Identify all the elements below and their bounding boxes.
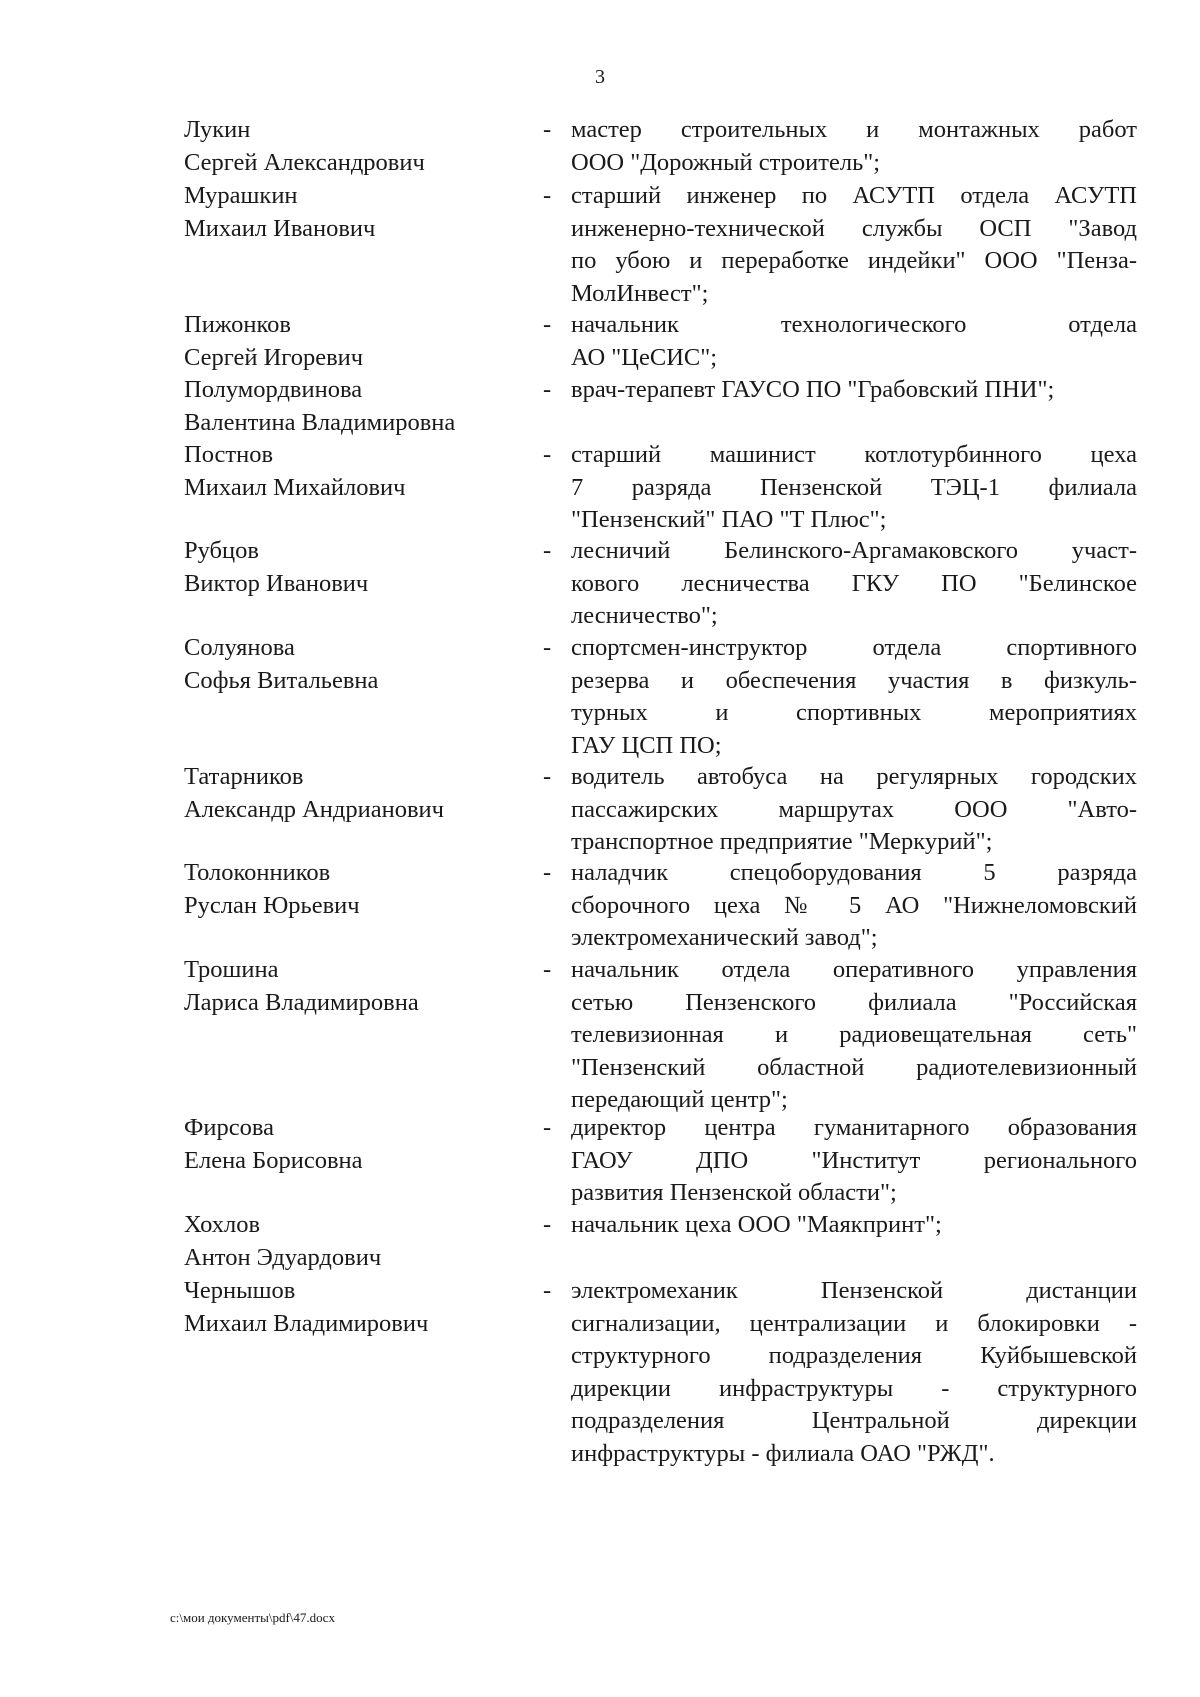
description-line: транспортное предприятие "Меркурий"; [571, 828, 993, 855]
surname: Полумордвинова [184, 376, 363, 403]
description-line: инженерно-технической службы ОСП "Завод [571, 214, 1137, 242]
description-line: АО "ЦеСИС"; [571, 343, 718, 371]
surname: Хохлов [184, 1211, 261, 1238]
description-line: водитель автобуса на регулярных городских [571, 763, 1137, 790]
description-line: кового лесничества ГКУ ПО "Белинское [571, 569, 1137, 597]
description-line: старший инженер по АСУТП отдела АСУТП [571, 182, 1137, 209]
position-description [571, 1112, 1137, 1210]
position-description [571, 374, 1137, 407]
description-line: турных и спортивных мероприятиях [571, 699, 1137, 726]
list-item [0, 1275, 1200, 1467]
position-description [571, 954, 1137, 1117]
list-item [0, 857, 1200, 951]
person-name [184, 1209, 524, 1274]
surname: Лукин [184, 116, 251, 143]
list-item [0, 439, 1200, 533]
dash-separator: - [543, 956, 552, 983]
description-line: сигнализации, централизации и блокировки - [571, 1309, 1137, 1337]
position-description [571, 535, 1137, 633]
description-line: лесничество"; [571, 602, 718, 629]
surname: Рубцов [184, 537, 259, 564]
given-names: Виктор Иванович [184, 569, 369, 597]
person-name [184, 1275, 524, 1340]
dash-separator: - [543, 634, 552, 661]
description-line: передающий центр"; [571, 1086, 788, 1113]
description-line: структурного подразделения Куйбышевской [571, 1342, 1137, 1369]
list-item [0, 1209, 1200, 1274]
list-item [0, 632, 1200, 759]
person-name [184, 535, 524, 600]
description-line: начальник технологического отдела [571, 311, 1137, 338]
dash-separator: - [543, 311, 552, 338]
dash-separator: - [543, 859, 552, 886]
person-name [184, 180, 524, 245]
description-line: резерва и обеспечения участия в физкуль- [571, 666, 1137, 694]
position-description [571, 632, 1137, 762]
description-line: инфраструктуры - филиала ОАО "РЖД". [571, 1439, 995, 1467]
person-name [184, 374, 524, 439]
given-names: Михаил Михайлович [184, 473, 406, 501]
given-names: Антон Эдуардович [184, 1243, 382, 1271]
dash-separator: - [543, 116, 552, 143]
description-line: ГАОУ ДПО "Институт регионального [571, 1146, 1137, 1174]
person-name [184, 114, 524, 179]
person-name [184, 761, 524, 826]
description-line: директор центра гуманитарного образования [571, 1114, 1137, 1141]
description-line: ООО "Дорожный строитель"; [571, 148, 881, 176]
description-line: начальник цеха ООО "Маякпринт"; [571, 1211, 942, 1238]
description-line: сетью Пензенского филиала "Российская [571, 988, 1137, 1016]
description-line: 7 разряда Пензенской ТЭЦ-1 филиала [571, 473, 1137, 501]
position-description [571, 1209, 1137, 1242]
list-item [0, 535, 1200, 629]
position-description [571, 761, 1137, 859]
description-line: мастер строительных и монтажных работ [571, 116, 1137, 143]
given-names: Сергей Александрович [184, 148, 425, 176]
dash-separator: - [543, 441, 552, 468]
list-item [0, 180, 1200, 307]
given-names: Лариса Владимировна [184, 988, 419, 1016]
given-names: Елена Борисовна [184, 1146, 363, 1174]
person-name [184, 954, 524, 1019]
description-line: МолИнвест"; [571, 279, 709, 307]
description-line: электромеханик Пензенской дистанции [571, 1277, 1137, 1304]
dash-separator: - [543, 1211, 552, 1238]
description-line: развития Пензенской области"; [571, 1179, 897, 1206]
description-line: ГАУ ЦСП ПО; [571, 731, 722, 759]
position-description [571, 309, 1137, 374]
given-names: Александр Андрианович [184, 795, 444, 823]
surname: Мурашкин [184, 182, 298, 209]
dash-separator: - [543, 182, 552, 209]
position-description [571, 114, 1137, 179]
file-path-footer: c:\мои документы\pdf\47.docx [170, 1610, 335, 1625]
surname: Чернышов [184, 1277, 296, 1304]
given-names: Михаил Владимирович [184, 1309, 429, 1337]
page-number: 3 [595, 66, 605, 88]
surname: Постнов [184, 441, 274, 468]
given-names: Валентина Владимировна [184, 408, 456, 436]
given-names: Михаил Иванович [184, 214, 376, 242]
list-item [0, 1112, 1200, 1206]
description-line: подразделения Центральной дирекции [571, 1407, 1137, 1434]
position-description [571, 857, 1137, 955]
position-description [571, 180, 1137, 310]
description-line: лесничий Белинского-Аргамаковского участ- [571, 537, 1137, 564]
given-names: Руслан Юрьевич [184, 891, 360, 919]
description-line: наладчик спецоборудования 5 разряда [571, 859, 1137, 886]
description-line: телевизионная и радиовещательная сеть" [571, 1021, 1137, 1048]
list-item [0, 114, 1200, 179]
surname: Толоконников [184, 859, 331, 886]
description-line: по убою и переработке индейки" ООО "Пенза- [571, 247, 1137, 274]
surname: Фирсова [184, 1114, 274, 1141]
position-description [571, 439, 1137, 537]
description-line: "Пензенский" ПАО "Т Плюс"; [571, 506, 887, 533]
dash-separator: - [543, 537, 552, 564]
description-line: дирекции инфраструктуры - структурного [571, 1374, 1137, 1402]
dash-separator: - [543, 1277, 552, 1304]
given-names: Сергей Игоревич [184, 343, 364, 371]
person-name [184, 439, 524, 504]
person-name [184, 309, 524, 374]
description-line: врач-терапевт ГАУСО ПО "Грабовский ПНИ"; [571, 376, 1055, 403]
list-item [0, 761, 1200, 855]
list-item [0, 374, 1200, 439]
description-line: старший машинист котлотурбинного цеха [571, 441, 1137, 468]
description-line: спортсмен-инструктор отдела спортивного [571, 634, 1137, 661]
dash-separator: - [543, 763, 552, 790]
person-name [184, 857, 524, 922]
dash-separator: - [543, 1114, 552, 1141]
list-item [0, 954, 1200, 1113]
description-line: электромеханический завод"; [571, 924, 878, 951]
description-line: "Пензенский областной радиотелевизионный [571, 1053, 1137, 1081]
person-name [184, 632, 524, 697]
person-name [184, 1112, 524, 1177]
description-line: сборочного цеха № 5 АО "Нижнеломовский [571, 891, 1137, 919]
surname: Пижонков [184, 311, 291, 338]
description-line: начальник отдела оперативного управления [571, 956, 1137, 983]
surname: Трошина [184, 956, 279, 983]
list-item [0, 309, 1200, 374]
given-names: Софья Витальевна [184, 666, 379, 694]
surname: Татарников [184, 763, 304, 790]
dash-separator: - [543, 376, 552, 403]
position-description [571, 1275, 1137, 1470]
description-line: пассажирских маршрутах ООО "Авто- [571, 795, 1137, 823]
surname: Солуянова [184, 634, 295, 661]
